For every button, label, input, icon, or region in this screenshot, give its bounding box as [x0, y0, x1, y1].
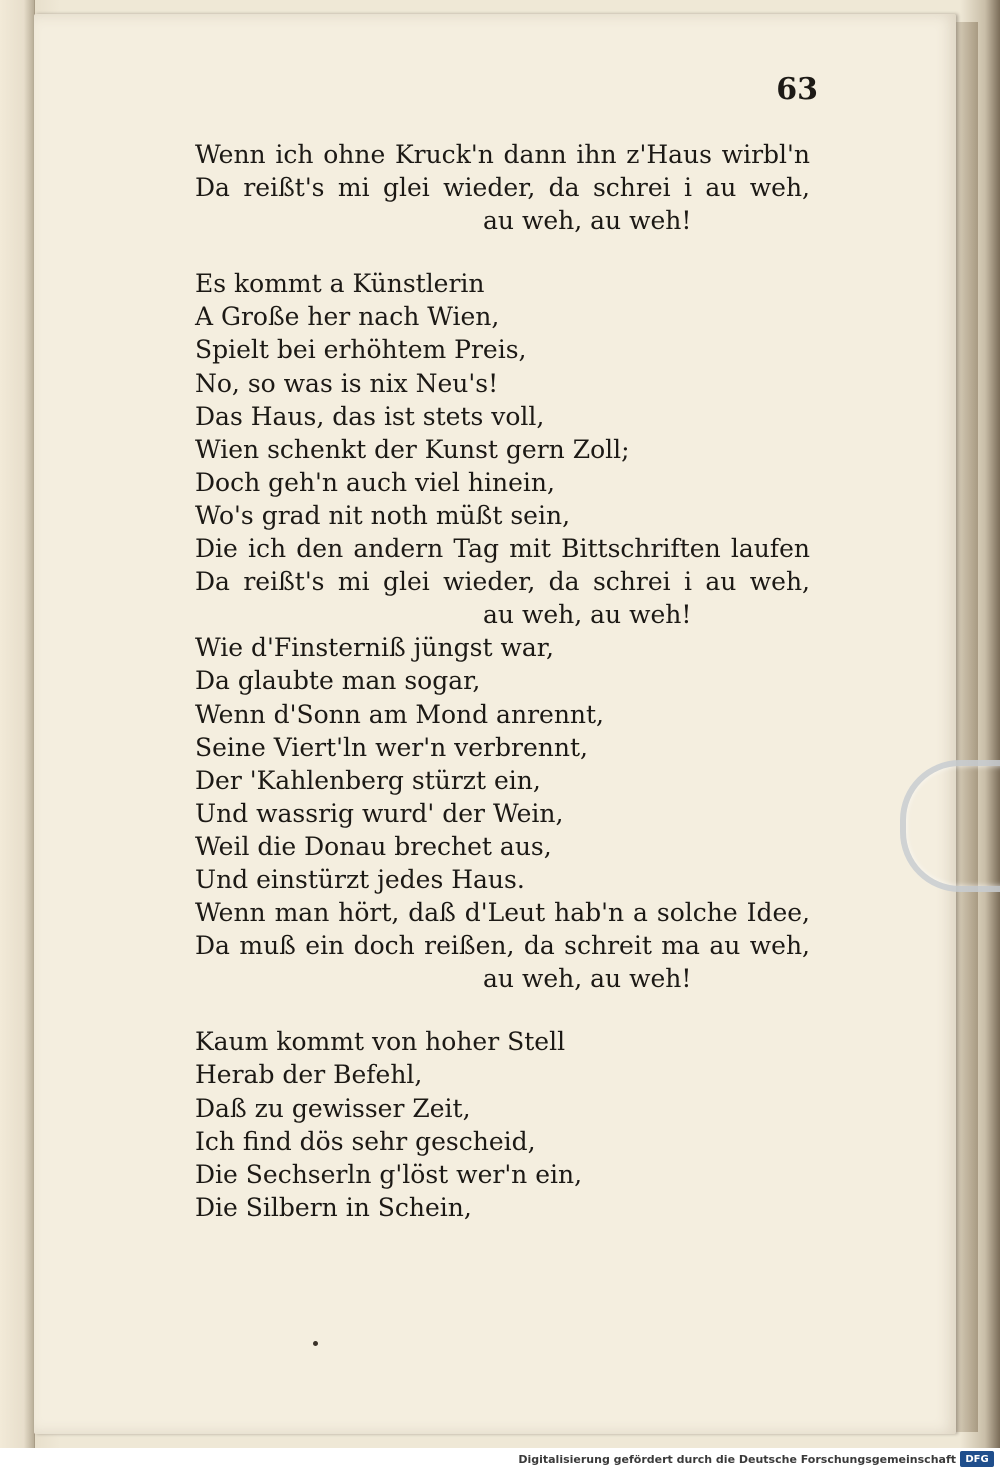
- page-clip-icon: [900, 760, 1000, 892]
- refrain-line: au weh, au weh!: [483, 600, 692, 630]
- refrain-line: au weh, au weh!: [483, 964, 692, 994]
- poem-line: Die ich den andern Tag mit Bittschriften laufen: [195, 534, 810, 564]
- poem-line: Da glaubte man sogar,: [195, 666, 481, 696]
- poem-line: Seine Viert'ln wer'n verbrennt,: [195, 732, 588, 762]
- poem-line: Wenn man hört, daß d'Leut hab'n a solche Idee,: [195, 898, 810, 928]
- funding-notice: Digitalisierung gefördert durch die Deutsche Forschungsgemeinschaft: [518, 1453, 956, 1466]
- previous-page-edge: [0, 0, 35, 1448]
- poem-line: No, so was is nix Neu's!: [195, 368, 499, 398]
- poem-line: Weil die Donau brechet aus,: [195, 831, 552, 861]
- page-number: 63: [776, 72, 818, 107]
- refrain-line: au weh, au weh!: [483, 206, 692, 236]
- poem-line: Wie d'Finsterniß jüngst war,: [195, 633, 554, 663]
- poem-line: Es kommt a Künstlerin: [195, 269, 485, 299]
- poem-line: Und einstürzt jedes Haus.: [195, 864, 525, 894]
- poem-line: Da reißt's mi glei wieder, da schrei i au weh,: [195, 567, 810, 597]
- poem-line: Spielt bei erhöhtem Preis,: [195, 335, 527, 365]
- next-page-edge: [956, 22, 978, 1432]
- poem-line: Wien schenkt der Kunst gern Zoll;: [195, 434, 630, 464]
- poem-line: Wenn d'Sonn am Mond anrennt,: [195, 699, 605, 729]
- poem-line: Daß zu gewisser Zeit,: [195, 1093, 471, 1123]
- poem-line: Doch geh'n auch viel hinein,: [195, 467, 555, 497]
- poem-line: A Große her nach Wien,: [195, 302, 500, 332]
- poem-line: Der 'Kahlenberg stürzt ein,: [195, 765, 541, 795]
- poem-line: Da muß ein doch reißen, da schreit ma au weh,: [195, 931, 810, 961]
- dfg-logo-icon: DFG: [960, 1451, 994, 1467]
- poem-text: [195, 138, 825, 1224]
- poem-line: Wo's grad nit noth müßt sein,: [195, 500, 571, 530]
- poem-line: Da reißt's mi glei wieder, da schrei i au weh,: [195, 173, 810, 203]
- poem-line: Die Sechserln g'löst wer'n ein,: [195, 1159, 583, 1189]
- poem-line: Ich find dös sehr gescheid,: [195, 1126, 536, 1156]
- poem-line: Die Silbern in Schein,: [195, 1192, 472, 1222]
- poem-line: Das Haus, das ist stets voll,: [195, 401, 545, 431]
- poem-line: Und wassrig wurd' der Wein,: [195, 798, 564, 828]
- poem-line: Kaum kommt von hoher Stell: [195, 1027, 566, 1057]
- poem-line: Herab der Befehl,: [195, 1060, 423, 1090]
- poem-line: Wenn ich ohne Kruck'n dann ihn z'Haus wirbl'n: [195, 140, 810, 169]
- ink-speck: [313, 1341, 318, 1346]
